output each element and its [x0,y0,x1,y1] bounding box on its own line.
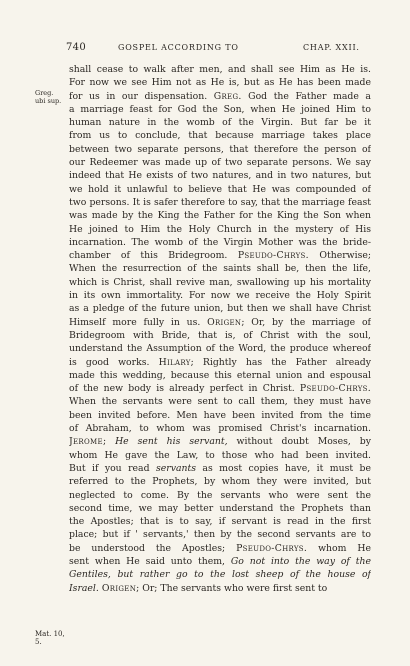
text-line [69,395,371,408]
text-line [69,369,371,382]
text-line [69,555,371,568]
text-run: which is Christ, shall revive man, swallowing up his mortality [69,276,371,288]
text-run: For now we see Him not as He is, but as He has been made [69,77,371,89]
text-run: referred to the Prophets, by whom they were invited, but [69,476,371,488]
running-title: GOSPEL ACCORDING TO [118,43,239,52]
text-run: a marriage feast for God the Son, when He joined Him to [69,103,371,115]
text-line [69,582,371,595]
text-run: from us to conclude, that because marriage takes place [69,130,371,142]
author-citation: Pseudo-Chrys. [236,542,308,554]
text-run: as most copies have, it must be [196,462,371,474]
commentary-text [69,63,371,595]
text-run: shall cease to walk after men, and shall see Him as He is. [69,64,371,75]
text-line [69,449,371,462]
author-citation: Hilary [158,356,191,368]
text-run: of Abraham, to whom was promised Christ's incarnation. [69,423,371,435]
text-line [69,382,371,395]
page-number: 740 [66,42,86,53]
text-run: Otherwise; [308,250,371,262]
text-line [69,90,371,103]
text-run: is good works. [69,356,159,368]
text-run: human nature in the womb of the Virgin. But far be it [69,117,371,129]
text-line [69,502,371,515]
text-line [69,156,371,169]
text-run: of the new body is already perfect in Christ. [69,383,300,395]
author-citation: Greg. [213,90,242,102]
scripture-quote: Gentiles, but rather go to the lost sheep of the house of [69,569,371,581]
text-run: When the servants were sent to call them, they must have [69,396,371,408]
text-line [69,422,371,435]
text-line [69,329,371,342]
text-run: in its own immortality. For now we receive the Holy Spirit [69,290,371,302]
text-line [69,63,371,76]
author-citation: Origen [207,316,242,328]
text-line [69,356,371,369]
text-line [69,116,371,129]
author-citation: Pseudo-Chrys. [237,250,309,262]
text-run: whom He [307,542,371,554]
text-run: second time, we may better understand the Prophets than [69,502,371,514]
text-line [69,249,371,262]
scripture-quote: He sent his servant, [115,436,228,448]
text-line [69,289,371,302]
scripture-quote: Go not into the way of the [230,555,371,567]
margin-note-mat: Mat. 10, [35,630,65,638]
margin-note-greg: Greg. [35,89,54,97]
text-run: ; Or, by the marriage of [241,316,371,328]
text-run: place; but if ' servants,' then by the second servants are to [69,529,371,541]
author-citation: Origen [101,582,137,594]
text-run: been invited before. Men have been invited from the time [69,409,371,421]
text-run: be understood the Apostles; [69,542,237,554]
text-line [69,515,371,528]
text-run: as a pledge of the future union, but then we shall have Christ [69,303,371,315]
chapter-label: CHAP. XXII. [303,43,360,52]
text-run: the Apostles; that is to say, if servant is read in the first [69,516,371,528]
text-line [69,276,371,289]
text-run: was made by the King the Father for the King the Son when [69,210,371,222]
text-line [69,568,371,581]
text-run: incarnation. The womb of the Virgin Mother was the bride- [69,236,371,248]
author-citation: Jerome [69,436,103,448]
text-line [69,169,371,182]
text-line [69,475,371,488]
text-run: ; Rightly has the Father already [190,356,371,368]
text-run: without doubt Moses, by [227,436,371,448]
margin-note-mat-verse: 5. [35,638,42,646]
margin-note-greg-ref: ubi sup. [35,97,62,105]
text-line [69,223,371,236]
text-run: But if you read [69,462,156,474]
text-run: Himself more fully in us. [69,316,208,328]
text-line [69,316,371,329]
text-run: Bridegroom with Bride, that is, of Christ with the soul, [69,329,371,341]
text-run: understand the Assumption of the Word, the produce whereof [69,343,371,355]
text-run: whom He gave the Law, to those who had been invited. [69,449,371,461]
text-line [69,209,371,222]
text-line [69,196,371,209]
author-citation: Pseudo-Chrys. [299,383,371,395]
text-line [69,236,371,249]
text-run: indeed that He exists of two natures, and in two natures, but [69,170,371,182]
text-run: made this wedding, because this eternal union and espousal [69,369,371,381]
text-run: we hold it unlawful to believe that He was compounded of [69,183,371,195]
text-run: for us in our dispensation. [69,90,214,102]
text-line [69,129,371,142]
running-header [0,42,410,56]
scripture-quote: Israel. [69,582,99,594]
text-run: chamber of this Bridegroom. [69,250,238,262]
text-line [69,409,371,422]
text-line [69,183,371,196]
text-line [69,489,371,502]
text-line [69,435,371,448]
text-line [69,262,371,275]
text-line [69,542,371,555]
text-run: our Redeemer was made up of two separate persons. We say [69,157,371,169]
text-run: When the resurrection of the saints shall be, then the life, [69,263,371,275]
text-run: ; Or; The servants who were first sent to [136,582,328,594]
text-line [69,143,371,156]
text-line [69,302,371,315]
text-run: between two separate persons, that therefore the person of [69,143,371,155]
text-line [69,76,371,89]
text-run: God the Father made a [241,90,371,102]
text-line [69,528,371,541]
text-run: two persons. It is safer therefore to say, that the marriage feast [69,196,371,208]
text-run: neglected to come. By the servants who were sent the [69,489,371,501]
text-line [69,342,371,355]
text-run: He joined to Him the Holy Church in the mystery of His [69,223,371,235]
text-run: ; [102,436,116,448]
scripture-quote: servants [155,462,196,474]
text-line [69,462,371,475]
text-line [69,103,371,116]
text-run: sent when He said unto them, [69,555,231,567]
